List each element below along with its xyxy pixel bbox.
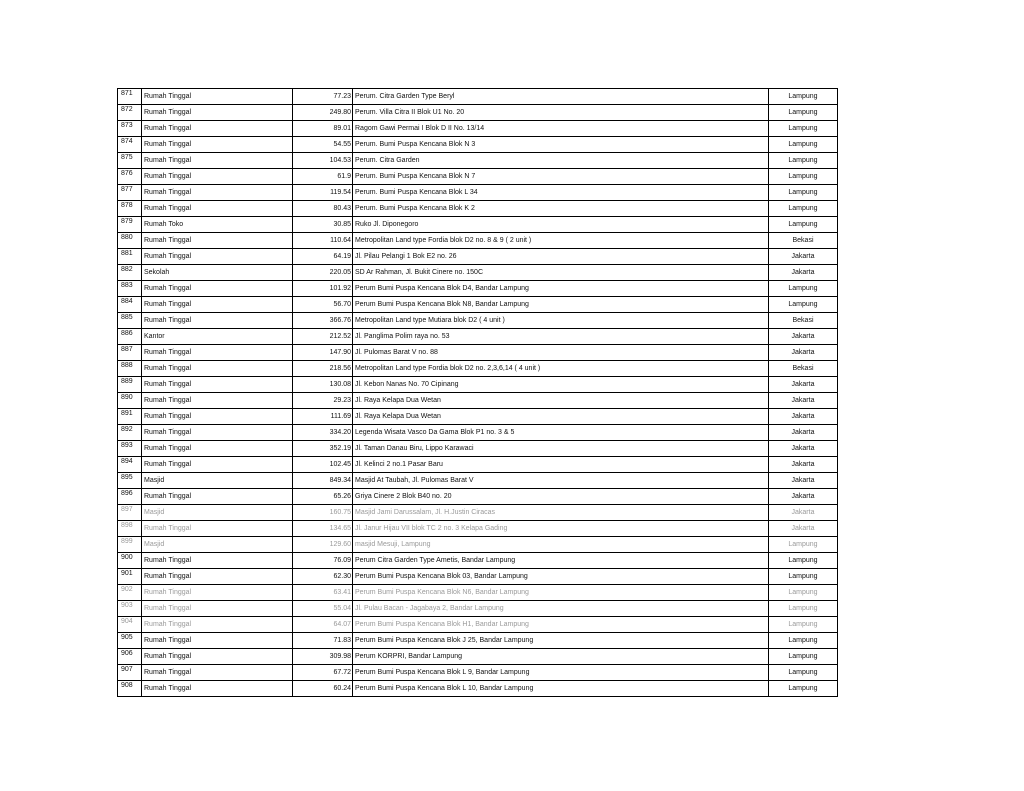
floor-area-cell: 80.43 — [293, 201, 353, 217]
floor-area-cell: 366.76 — [293, 313, 353, 329]
address-cell: SD Ar Rahman, Jl. Bukit Cinere no. 150C — [353, 265, 769, 281]
row-number-cell: 884 — [118, 297, 142, 313]
row-number-cell: 890 — [118, 393, 142, 409]
address-cell: Perum. Bumi Puspa Kencana Blok N 7 — [353, 169, 769, 185]
location-cell: Jakarta — [769, 489, 838, 505]
location-cell: Lampung — [769, 217, 838, 233]
row-number-cell: 878 — [118, 201, 142, 217]
row-number-cell: 895 — [118, 473, 142, 489]
table-row — [118, 361, 838, 377]
address-cell: Masjid Jami Darussalam, Jl. H.Justin Ciracas — [353, 505, 769, 521]
building-type-cell: Rumah Tinggal — [142, 121, 293, 137]
location-cell: Lampung — [769, 553, 838, 569]
floor-area-cell: 89.01 — [293, 121, 353, 137]
table-row — [118, 297, 838, 313]
address-cell: Jl. Kebon Nanas No. 70 Cipinang — [353, 377, 769, 393]
floor-area-cell: 65.26 — [293, 489, 353, 505]
location-cell: Jakarta — [769, 409, 838, 425]
location-cell: Lampung — [769, 201, 838, 217]
floor-area-cell: 352.19 — [293, 441, 353, 457]
building-type-cell: Masjid — [142, 537, 293, 553]
location-cell: Lampung — [769, 601, 838, 617]
location-cell: Lampung — [769, 185, 838, 201]
location-cell: Jakarta — [769, 521, 838, 537]
location-cell: Bekasi — [769, 313, 838, 329]
row-number-cell: 880 — [118, 233, 142, 249]
floor-area-cell: 29.23 — [293, 393, 353, 409]
address-cell: Masjid At Taubah, Jl. Pulomas Barat V — [353, 473, 769, 489]
location-cell: Lampung — [769, 585, 838, 601]
table-row — [118, 393, 838, 409]
floor-area-cell: 101.92 — [293, 281, 353, 297]
floor-area-cell: 76.09 — [293, 553, 353, 569]
project-table-body — [118, 89, 838, 697]
building-type-cell: Rumah Tinggal — [142, 377, 293, 393]
row-number-cell: 872 — [118, 105, 142, 121]
table-row — [118, 649, 838, 665]
table-row — [118, 489, 838, 505]
table-row — [118, 105, 838, 121]
location-cell: Lampung — [769, 633, 838, 649]
row-number-cell: 889 — [118, 377, 142, 393]
address-cell: Perum Bumi Puspa Kencana Blok L 9, Bandar Lampung — [353, 665, 769, 681]
table-row — [118, 665, 838, 681]
location-cell: Bekasi — [769, 361, 838, 377]
building-type-cell: Rumah Tinggal — [142, 89, 293, 105]
building-type-cell: Rumah Tinggal — [142, 361, 293, 377]
table-row — [118, 585, 838, 601]
row-number-cell: 891 — [118, 409, 142, 425]
building-type-cell: Rumah Tinggal — [142, 425, 293, 441]
table-row — [118, 473, 838, 489]
row-number-cell: 871 — [118, 89, 142, 105]
floor-area-cell: 54.55 — [293, 137, 353, 153]
floor-area-cell: 220.05 — [293, 265, 353, 281]
building-type-cell: Rumah Tinggal — [142, 441, 293, 457]
floor-area-cell: 67.72 — [293, 665, 353, 681]
row-number-cell: 893 — [118, 441, 142, 457]
building-type-cell: Rumah Tinggal — [142, 601, 293, 617]
building-type-cell: Rumah Tinggal — [142, 585, 293, 601]
row-number-cell: 903 — [118, 601, 142, 617]
building-type-cell: Rumah Tinggal — [142, 553, 293, 569]
floor-area-cell: 30.85 — [293, 217, 353, 233]
row-number-cell: 881 — [118, 249, 142, 265]
location-cell: Lampung — [769, 617, 838, 633]
location-cell: Lampung — [769, 665, 838, 681]
building-type-cell: Rumah Tinggal — [142, 233, 293, 249]
address-cell: Jl. Janur Hijau VII blok TC 2 no. 3 Kelapa Gading — [353, 521, 769, 537]
row-number-cell: 874 — [118, 137, 142, 153]
table-row — [118, 233, 838, 249]
floor-area-cell: 104.53 — [293, 153, 353, 169]
floor-area-cell: 56.70 — [293, 297, 353, 313]
address-cell: Jl. Pulomas Barat V no. 88 — [353, 345, 769, 361]
building-type-cell: Rumah Tinggal — [142, 201, 293, 217]
building-type-cell: Rumah Tinggal — [142, 409, 293, 425]
location-cell: Bekasi — [769, 233, 838, 249]
table-row — [118, 121, 838, 137]
building-type-cell: Rumah Tinggal — [142, 313, 293, 329]
floor-area-cell: 55.04 — [293, 601, 353, 617]
building-type-cell: Rumah Tinggal — [142, 681, 293, 697]
floor-area-cell: 110.64 — [293, 233, 353, 249]
row-number-cell: 897 — [118, 505, 142, 521]
floor-area-cell: 334.20 — [293, 425, 353, 441]
floor-area-cell: 134.65 — [293, 521, 353, 537]
location-cell: Jakarta — [769, 265, 838, 281]
building-type-cell: Sekolah — [142, 265, 293, 281]
floor-area-cell: 129.60 — [293, 537, 353, 553]
floor-area-cell: 130.08 — [293, 377, 353, 393]
address-cell: Perum KORPRI, Bandar Lampung — [353, 649, 769, 665]
floor-area-cell: 60.24 — [293, 681, 353, 697]
building-type-cell: Rumah Tinggal — [142, 569, 293, 585]
row-number-cell: 887 — [118, 345, 142, 361]
table-row — [118, 409, 838, 425]
table-row — [118, 265, 838, 281]
address-cell: Metropolitan Land type Fordia blok D2 no. 8 & 9 ( 2 unit ) — [353, 233, 769, 249]
location-cell: Jakarta — [769, 393, 838, 409]
building-type-cell: Rumah Tinggal — [142, 297, 293, 313]
address-cell: Griya Cinere 2 Blok B40 no. 20 — [353, 489, 769, 505]
address-cell: Jl. Raya Kelapa Dua Wetan — [353, 393, 769, 409]
building-type-cell: Rumah Tinggal — [142, 345, 293, 361]
location-cell: Jakarta — [769, 457, 838, 473]
address-cell: Perum. Villa Citra II Blok U1 No. 20 — [353, 105, 769, 121]
row-number-cell: 888 — [118, 361, 142, 377]
floor-area-cell: 147.90 — [293, 345, 353, 361]
location-cell: Lampung — [769, 281, 838, 297]
address-cell: Perum. Citra Garden — [353, 153, 769, 169]
table-row — [118, 617, 838, 633]
location-cell: Jakarta — [769, 377, 838, 393]
row-number-cell: 883 — [118, 281, 142, 297]
row-number-cell: 908 — [118, 681, 142, 697]
building-type-cell: Rumah Tinggal — [142, 185, 293, 201]
row-number-cell: 876 — [118, 169, 142, 185]
floor-area-cell: 63.41 — [293, 585, 353, 601]
building-type-cell: Rumah Tinggal — [142, 617, 293, 633]
floor-area-cell: 61.9 — [293, 169, 353, 185]
table-row — [118, 313, 838, 329]
address-cell: Jl. Pulau Bacan - Jagabaya 2, Bandar Lampung — [353, 601, 769, 617]
table-row — [118, 169, 838, 185]
location-cell: Jakarta — [769, 249, 838, 265]
table-row — [118, 281, 838, 297]
row-number-cell: 900 — [118, 553, 142, 569]
table-row — [118, 201, 838, 217]
floor-area-cell: 64.07 — [293, 617, 353, 633]
floor-area-cell: 77.23 — [293, 89, 353, 105]
floor-area-cell: 102.45 — [293, 457, 353, 473]
building-type-cell: Rumah Tinggal — [142, 249, 293, 265]
row-number-cell: 886 — [118, 329, 142, 345]
address-cell: Jl. Kelinci 2 no.1 Pasar Baru — [353, 457, 769, 473]
location-cell: Jakarta — [769, 425, 838, 441]
address-cell: Perum Bumi Puspa Kencana Blok L 10, Bandar Lampung — [353, 681, 769, 697]
table-row — [118, 633, 838, 649]
building-type-cell: Rumah Tinggal — [142, 489, 293, 505]
building-type-cell: Rumah Tinggal — [142, 521, 293, 537]
table-row — [118, 681, 838, 697]
building-type-cell: Rumah Tinggal — [142, 665, 293, 681]
address-cell: Jl. Raya Kelapa Dua Wetan — [353, 409, 769, 425]
location-cell: Lampung — [769, 153, 838, 169]
table-row — [118, 137, 838, 153]
table-row — [118, 441, 838, 457]
row-number-cell: 896 — [118, 489, 142, 505]
address-cell: Ragom Gawi Permai I Blok D II No. 13/14 — [353, 121, 769, 137]
row-number-cell: 907 — [118, 665, 142, 681]
address-cell: Perum Bumi Puspa Kencana Blok 03, Bandar Lampung — [353, 569, 769, 585]
location-cell: Lampung — [769, 89, 838, 105]
address-cell: masjid Mesuji, Lampung — [353, 537, 769, 553]
building-type-cell: Rumah Tinggal — [142, 457, 293, 473]
floor-area-cell: 849.34 — [293, 473, 353, 489]
address-cell: Metropolitan Land type Fordia blok D2 no. 2,3,6,14 ( 4 unit ) — [353, 361, 769, 377]
address-cell: Perum Bumi Puspa Kencana Blok D4, Bandar Lampung — [353, 281, 769, 297]
location-cell: Jakarta — [769, 345, 838, 361]
floor-area-cell: 160.75 — [293, 505, 353, 521]
building-type-cell: Masjid — [142, 505, 293, 521]
address-cell: Jl. Panglima Polim raya no. 53 — [353, 329, 769, 345]
row-number-cell: 882 — [118, 265, 142, 281]
location-cell: Lampung — [769, 169, 838, 185]
floor-area-cell: 111.69 — [293, 409, 353, 425]
location-cell: Lampung — [769, 137, 838, 153]
table-row — [118, 217, 838, 233]
building-type-cell: Kantor — [142, 329, 293, 345]
floor-area-cell: 64.19 — [293, 249, 353, 265]
row-number-cell: 898 — [118, 521, 142, 537]
row-number-cell: 894 — [118, 457, 142, 473]
row-number-cell: 877 — [118, 185, 142, 201]
building-type-cell: Rumah Tinggal — [142, 633, 293, 649]
address-cell: Perum Bumi Puspa Kencana Blok J 25, Bandar Lampung — [353, 633, 769, 649]
table-row — [118, 569, 838, 585]
address-cell: Perum Bumi Puspa Kencana Blok H1, Bandar Lampung — [353, 617, 769, 633]
table-row — [118, 521, 838, 537]
row-number-cell: 899 — [118, 537, 142, 553]
building-type-cell: Masjid — [142, 473, 293, 489]
address-cell: Perum. Citra Garden Type Beryl — [353, 89, 769, 105]
building-type-cell: Rumah Tinggal — [142, 281, 293, 297]
floor-area-cell: 71.83 — [293, 633, 353, 649]
row-number-cell: 873 — [118, 121, 142, 137]
floor-area-cell: 62.30 — [293, 569, 353, 585]
table-row — [118, 329, 838, 345]
floor-area-cell: 218.56 — [293, 361, 353, 377]
location-cell: Jakarta — [769, 441, 838, 457]
table-row — [118, 553, 838, 569]
row-number-cell: 875 — [118, 153, 142, 169]
address-cell: Perum Bumi Puspa Kencana Blok N8, Bandar Lampung — [353, 297, 769, 313]
address-cell: Jl. Taman Danau Biru, Lippo Karawaci — [353, 441, 769, 457]
table-row — [118, 185, 838, 201]
table-row — [118, 89, 838, 105]
location-cell: Lampung — [769, 569, 838, 585]
building-type-cell: Rumah Tinggal — [142, 649, 293, 665]
address-cell: Jl. Pilau Pelangi 1 Bok E2 no. 26 — [353, 249, 769, 265]
table-row — [118, 457, 838, 473]
location-cell: Lampung — [769, 105, 838, 121]
project-table — [117, 88, 838, 697]
row-number-cell: 905 — [118, 633, 142, 649]
floor-area-cell: 309.98 — [293, 649, 353, 665]
row-number-cell: 901 — [118, 569, 142, 585]
location-cell: Lampung — [769, 681, 838, 697]
table-row — [118, 505, 838, 521]
row-number-cell: 892 — [118, 425, 142, 441]
building-type-cell: Rumah Toko — [142, 217, 293, 233]
location-cell: Jakarta — [769, 473, 838, 489]
address-cell: Ruko Jl. Diponegoro — [353, 217, 769, 233]
table-row — [118, 425, 838, 441]
table-row — [118, 377, 838, 393]
location-cell: Jakarta — [769, 329, 838, 345]
floor-area-cell: 212.52 — [293, 329, 353, 345]
table-row — [118, 345, 838, 361]
location-cell: Jakarta — [769, 505, 838, 521]
row-number-cell: 906 — [118, 649, 142, 665]
table-row — [118, 537, 838, 553]
address-cell: Perum. Bumi Puspa Kencana Blok K 2 — [353, 201, 769, 217]
floor-area-cell: 119.54 — [293, 185, 353, 201]
location-cell: Lampung — [769, 121, 838, 137]
row-number-cell: 904 — [118, 617, 142, 633]
address-cell: Perum. Bumi Puspa Kencana Blok N 3 — [353, 137, 769, 153]
location-cell: Lampung — [769, 537, 838, 553]
floor-area-cell: 249.80 — [293, 105, 353, 121]
address-cell: Perum. Bumi Puspa Kencana Blok L 34 — [353, 185, 769, 201]
row-number-cell: 902 — [118, 585, 142, 601]
building-type-cell: Rumah Tinggal — [142, 137, 293, 153]
address-cell: Metropolitan Land type Mutiara blok D2 ( 4 unit ) — [353, 313, 769, 329]
address-cell: Perum Bumi Puspa Kencana Blok N6, Bandar Lampung — [353, 585, 769, 601]
location-cell: Lampung — [769, 297, 838, 313]
building-type-cell: Rumah Tinggal — [142, 169, 293, 185]
row-number-cell: 879 — [118, 217, 142, 233]
table-row — [118, 249, 838, 265]
building-type-cell: Rumah Tinggal — [142, 153, 293, 169]
address-cell: Perum Citra Garden Type Ametis, Bandar Lampung — [353, 553, 769, 569]
building-type-cell: Rumah Tinggal — [142, 105, 293, 121]
location-cell: Lampung — [769, 649, 838, 665]
table-row — [118, 153, 838, 169]
row-number-cell: 885 — [118, 313, 142, 329]
table-row — [118, 601, 838, 617]
building-type-cell: Rumah Tinggal — [142, 393, 293, 409]
address-cell: Legenda Wisata Vasco Da Gama Blok P1 no. 3 & 5 — [353, 425, 769, 441]
